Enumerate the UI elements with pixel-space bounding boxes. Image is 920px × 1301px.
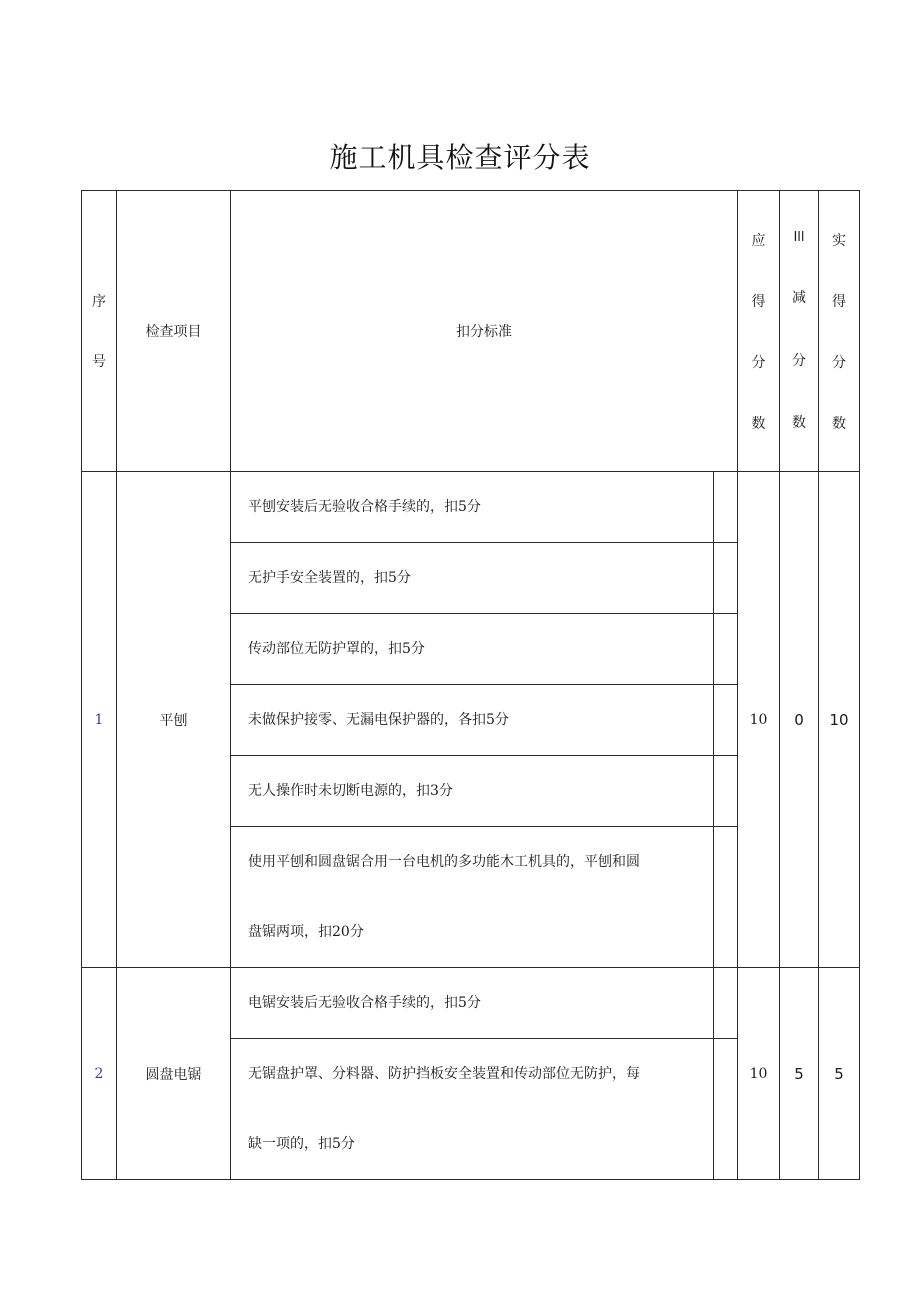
header-seq [82,191,117,472]
score-table [81,190,860,1180]
criterion-blank [714,685,738,756]
criterion-blank [714,827,738,968]
table-row [82,968,860,1039]
criterion [231,827,714,968]
header-actual-char: 得 [832,293,846,310]
header-should-char: 应 [751,232,766,249]
criterion: 无人操作时未切断电源的，扣3分 [231,756,714,827]
header-should-char: 数 [751,415,766,432]
header-should-char: 分 [751,354,766,371]
criterion-blank [714,543,738,614]
row-should-score: 10 [738,968,780,1180]
criterion-blank [714,472,738,543]
header-actual-char: 分 [832,354,846,371]
row-deduct: 5 [780,968,819,1180]
criterion-blank [714,756,738,827]
criterion-blank [714,968,738,1039]
row-index: 1 [82,472,117,968]
row-actual: 10 [819,472,860,968]
row-index: 2 [82,968,117,1180]
criterion: 传动部位无防护罩的，扣5分 [231,614,714,685]
header-actual-char: 数 [832,415,846,432]
criterion-line: 使用平刨和圆盘锯合用一台电机的多功能木工机具的，平刨和圆 [248,854,640,870]
row-actual: 5 [819,968,860,1180]
row-should-score: 10 [738,472,780,968]
criterion: 未做保护接零、无漏电保护器的，各扣5分 [231,685,714,756]
criterion-blank [714,614,738,685]
header-deduct [780,191,819,472]
header-standard: 扣分标准 [231,191,738,472]
row-item: 平刨 [117,472,231,968]
header-item: 检查项目 [117,191,231,472]
header-row [82,191,860,472]
page-title: 施工机具检查评分表 [329,141,591,174]
header-deduct-char: 分 [792,352,806,369]
header-should-char: 得 [751,293,766,310]
criterion-line: 无锯盘护罩、分料器、防护挡板安全装置和传动部位无防护，每 [248,1066,640,1082]
header-deduct-char: 数 [792,414,806,431]
header-seq-char: 号 [92,354,106,370]
criterion [231,1039,714,1180]
header-actual-char: 实 [832,232,846,249]
header-seq-char: 序 [92,294,106,310]
criterion-line: 缺一项的，扣5分 [248,1136,355,1152]
row-item: 圆盘电锯 [117,968,231,1180]
criterion-line: 盘锯两项，扣20分 [248,924,364,940]
table-row [82,472,860,543]
row-deduct: 0 [780,472,819,968]
header-actual [819,191,860,472]
header-should-score [738,191,780,472]
criterion: 电锯安装后无验收合格手续的，扣5分 [231,968,714,1039]
header-deduct-char: Ill [793,230,805,246]
header-deduct-char: 减 [792,290,806,307]
criterion-blank [714,1039,738,1180]
criterion: 平刨安装后无验收合格手续的，扣5分 [231,472,714,543]
criterion: 无护手安全装置的，扣5分 [231,543,714,614]
